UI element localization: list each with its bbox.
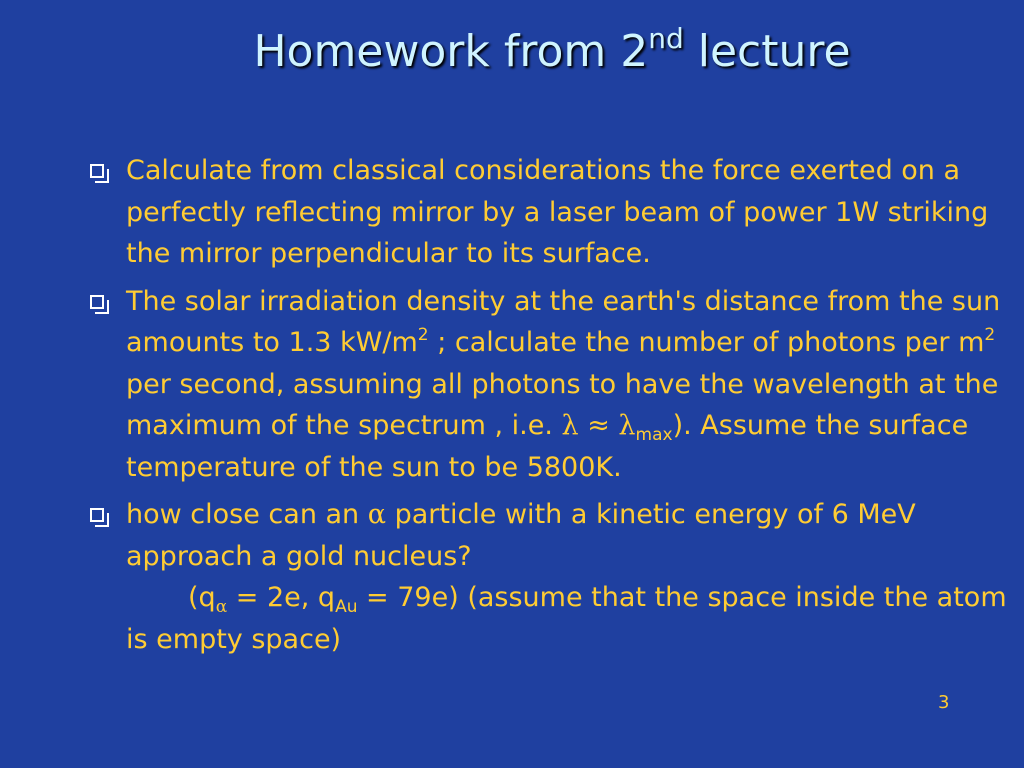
slide-content <box>88 150 1008 666</box>
page-number: 3 <box>938 692 950 713</box>
bullet-text: Calculate from classical considerations the force exerted on a perfectly reflecting mirror by a laser beam of power 1W striking the mirror perpendicular to its surface. <box>126 155 989 269</box>
title-main: Homework from 2 <box>253 26 649 77</box>
bullet-item-alpha <box>88 494 1008 660</box>
alpha-symbol: α <box>367 499 386 530</box>
bullet-item-solar <box>88 281 1008 489</box>
title-superscript: nd <box>648 22 684 55</box>
slide-title <box>0 22 1024 82</box>
lambda-symbol: λ <box>618 410 636 441</box>
checkbox-bullet-icon <box>90 508 104 522</box>
bullet-item-force <box>88 150 1008 275</box>
bullet-text: The solar irradiation density at the earth's distance from the sun amounts to 1.3 $kW/m^2$ ; calculate the number of photons per $m^2$ per second, assuming all photons to have the wavelength at the maximum of the spectrum , i.e. $\lambda \approx \lambda_{max}$). Assume the surface temperature of the sun to be 5800K. <box>126 285 1001 483</box>
lambda-symbol: λ <box>561 410 579 441</box>
bullet-text: how close can an α particle with a kinetic energy of 6 MeV approach a gold nucleus? ($q_\alpha = 2e$, $q_{Au} = 79e$) (assume that the space inside the atom is empty space) <box>126 499 1007 655</box>
checkbox-bullet-icon <box>90 164 104 178</box>
checkbox-bullet-icon <box>90 295 104 309</box>
title-end: lecture <box>683 26 851 77</box>
